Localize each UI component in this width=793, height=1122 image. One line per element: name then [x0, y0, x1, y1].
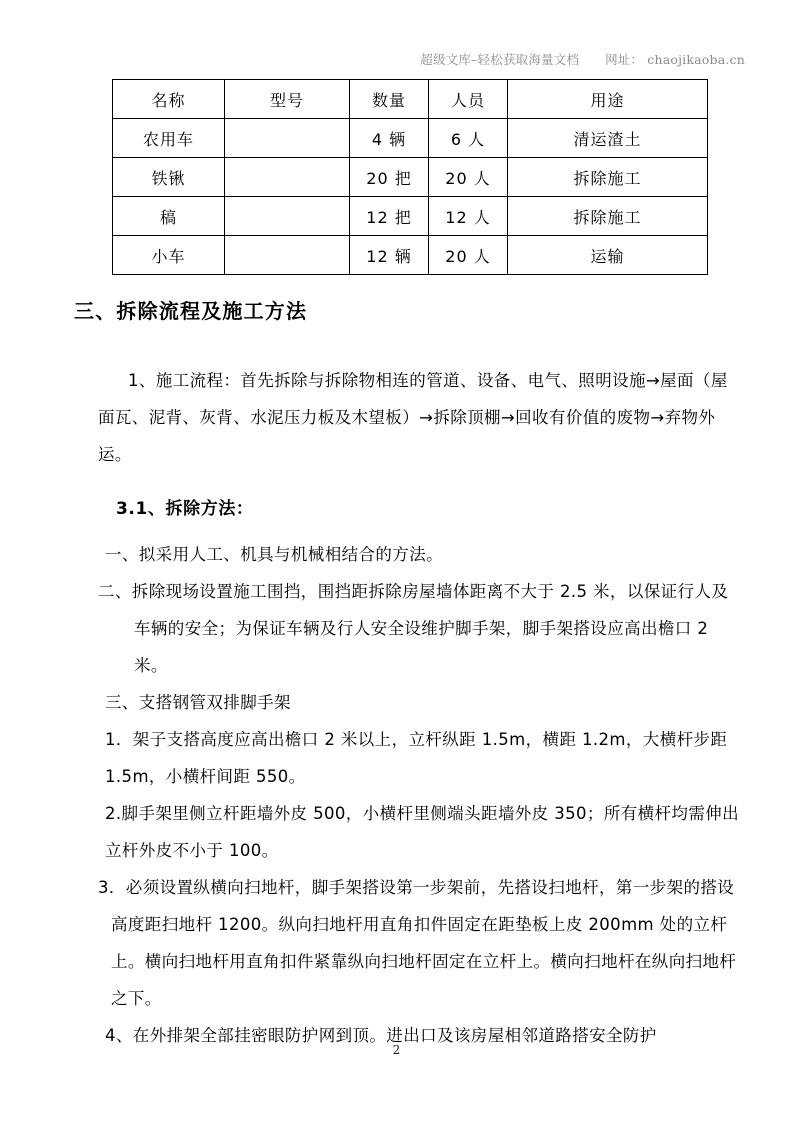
cell-use: 拆除施工: [508, 197, 708, 236]
table-row: [113, 119, 708, 158]
cell-quantity: 4 辆: [350, 119, 429, 158]
cell-name: 铁锹: [113, 158, 225, 197]
cell-name: 小车: [113, 236, 225, 275]
list-item-method-3: 三、支搭钢管双排脚手架: [105, 693, 291, 712]
cell-quantity: 20 把: [350, 158, 429, 197]
header-site-title: 超级文库–轻松获取海量文档: [420, 52, 580, 67]
header-url-value: chaojikaoba.cn: [647, 52, 745, 67]
cell-staff: 20 人: [429, 158, 508, 197]
cell-name: 农用车: [113, 119, 225, 158]
cell-use: 拆除施工: [508, 158, 708, 197]
paragraph-spacer: [98, 528, 741, 536]
subsection-heading-demolition-method: 3.1、拆除方法：: [116, 499, 254, 519]
cell-staff: 20 人: [429, 236, 508, 275]
column-header-model: 型号: [225, 80, 350, 119]
cell-staff: 12 人: [429, 197, 508, 236]
paragraph-spacer: [98, 473, 741, 491]
header-url-label: 网址：: [605, 52, 644, 67]
cell-model: [225, 158, 350, 197]
cell-name: 稿: [113, 197, 225, 236]
cell-use: 清运渣土: [508, 119, 708, 158]
page-running-header: [0, 50, 793, 68]
cell-use: 运输: [508, 236, 708, 275]
list-item-numbered-2: 2.脚手架里侧立杆距墙外皮 500，小横杆里侧端头距墙外皮 350；所有横杆均需伸出立杆外皮不小于 100。: [105, 804, 740, 860]
list-item-numbered-4: 4、在外排架全部挂密眼防护网到顶。进出口及该房屋相邻道路搭安全防护: [105, 1026, 657, 1045]
page-number: 2: [392, 1043, 401, 1057]
cell-model: [225, 197, 350, 236]
list-item-method-2: 二、拆除现场设置施工围挡，围挡距拆除房屋墙体距离不大于 2.5 米，以保证行人及车辆的安全；为保证车辆及行人安全设维护脚手架，脚手架搭设应高出檐口 2 米。: [98, 582, 729, 675]
cell-staff: 6 人: [429, 119, 508, 158]
equipment-table: [112, 79, 708, 275]
column-header-quantity: 数量: [350, 80, 429, 119]
table-row: [113, 236, 708, 275]
cell-model: [225, 119, 350, 158]
list-item-numbered-3: 3．必须设置纵横向扫地杆，脚手架搭设第一步架前，先搭设扫地杆，第一步架的搭设高度距扫地杆 1200。纵向扫地杆用直角扣件固定在距垫板上皮 200mm 处的立杆上。横向扫地杆用直角扣件紧靠纵向扫地杆固定在立杆上。横向扫地杆在纵向扫地杆之下。: [98, 878, 737, 1008]
cell-model: [225, 236, 350, 275]
cell-quantity: 12 辆: [350, 236, 429, 275]
column-header-staff: 人员: [429, 80, 508, 119]
list-item-numbered-1: 1．架子支搭高度应高出檐口 2 米以上，立杆纵距 1.5m，横距 1.2m，大横杆步距 1.5m，小横杆间距 550。: [105, 730, 728, 786]
table-header-row: [113, 80, 708, 119]
cell-quantity: 12 把: [350, 197, 429, 236]
column-header-use: 用途: [508, 80, 708, 119]
list-item-method-1: 一、拟采用人工、机具与机械相结合的方法。: [105, 545, 443, 564]
table-row: [113, 197, 708, 236]
table-row: [113, 158, 708, 197]
section-heading: 三、拆除流程及施工方法: [74, 299, 308, 323]
document-body: [0, 362, 793, 1054]
paragraph-construction-flow: 1、施工流程：首先拆除与拆除物相连的管道、设备、电气、照明设施→屋面（屋面瓦、泥背、灰背、水泥压力板及木望板）→拆除顶棚→回收有价值的废物→弃物外运。: [98, 371, 728, 464]
column-header-name: 名称: [113, 80, 225, 119]
